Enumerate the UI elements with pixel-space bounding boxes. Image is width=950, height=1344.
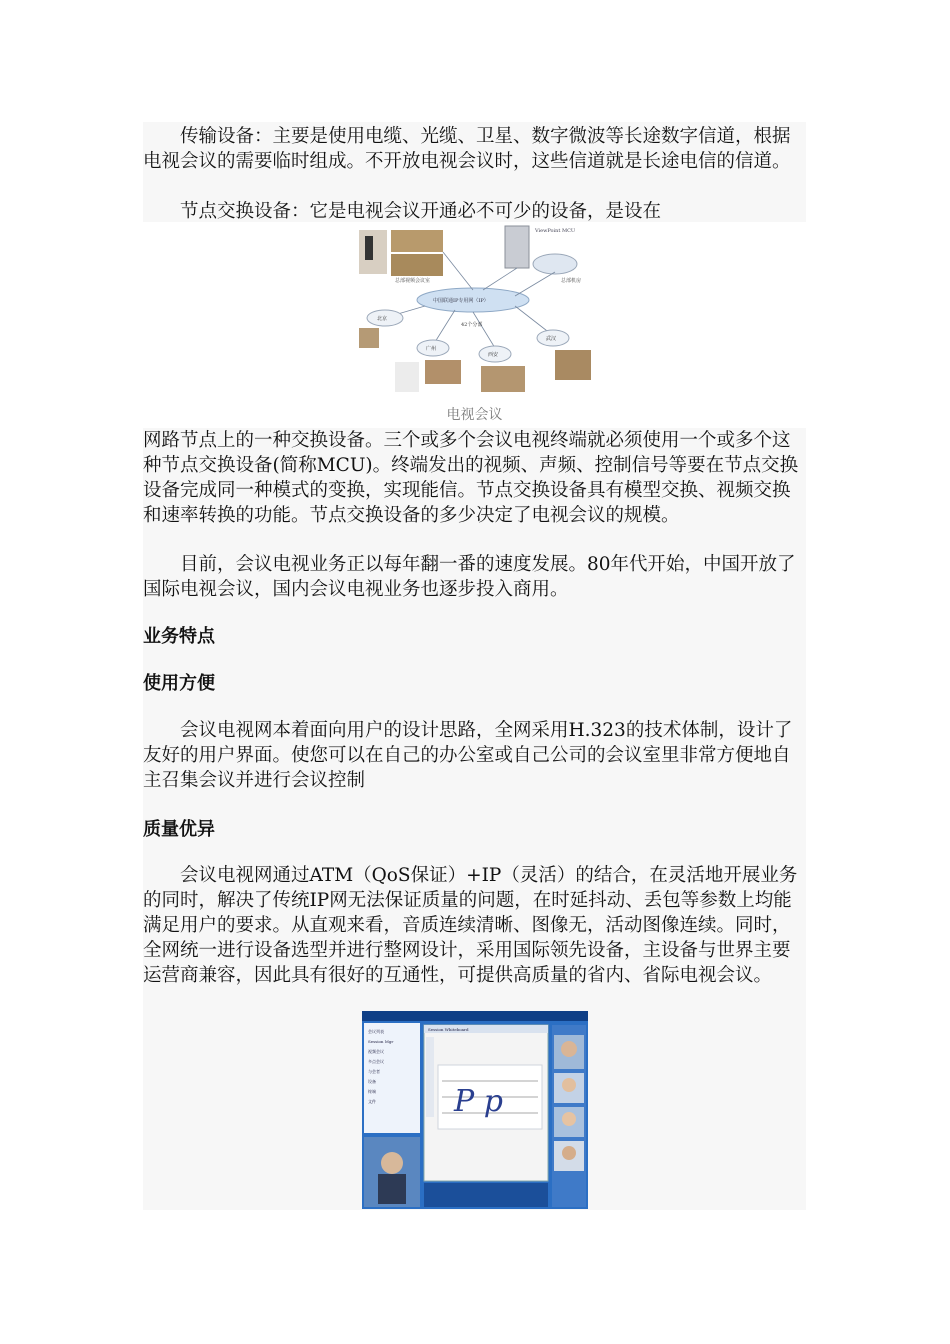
svg-text:终端: 终端	[368, 1089, 376, 1094]
room-photo-wuhan	[555, 350, 591, 380]
paragraph-current-status: 目前，会议电视业务正以每年翻一番的速度发展。80年代开始，中国开放了国际电视会议，国内会议电视业务也逐步投入商用。	[143, 554, 796, 600]
figure-caption: 电视会议	[446, 407, 503, 423]
chat-panel	[424, 1183, 548, 1207]
cloud-right-icon	[533, 254, 577, 274]
window-title-bar	[362, 1011, 588, 1021]
speaker-face	[381, 1152, 403, 1174]
mcu-label: ViewPoint MCU	[535, 228, 576, 234]
svg-text:多点会议: 多点会议	[368, 1059, 384, 1064]
heading-quality: 质量优异	[143, 819, 215, 840]
svg-text:视频会议: 视频会议	[368, 1049, 384, 1054]
paragraph-node-switch-start: 节点交换设备：它是电视会议开通必不可少的设备，是设在	[180, 201, 662, 222]
svg-text:与会者: 与会者	[368, 1069, 380, 1074]
mcu-server-icon	[505, 226, 529, 268]
room-photo-north	[359, 328, 379, 348]
handwriting-text: P p	[454, 1084, 503, 1119]
paragraph-quality: 会议电视网通过ATM（QoS保证）+IP（灵活）的结合，在灵活地开展业务的同时，解决了传统IP网无法保证质量的问题，在时延抖动、丢包等参数上均能满足用户的要求。从直观来看，音质连续清晰、图像无，活动图像连续。同时，全网统一进行设备选型并进行整网设计，采用国际领先设备，主设备与世界主要运营商兼容，因此具有很好的互通性，可提供高质量的省内、省际电视会议。	[143, 865, 798, 986]
drawing-tools	[426, 1037, 434, 1117]
left-room-label: 总部视频会议室	[395, 278, 431, 284]
network-diagram	[355, 224, 595, 398]
branch-count-label: 42个分部	[461, 322, 483, 328]
right-room-label: 总部机房	[561, 278, 582, 284]
main-cloud-label: 中国联通IP专用网（IP）	[433, 298, 489, 304]
svg-text:文件: 文件	[368, 1099, 376, 1104]
presenter-figure	[365, 236, 373, 260]
paragraph-transmission: 传输设备：主要是使用电缆、光缆、卫星、数字微波等长途数字信道，根据电视会议的需要临时组成。不开放电视会议时，这些信道就是长途电信的信道。	[143, 126, 791, 172]
room-photo-xian	[481, 366, 525, 392]
north-label: 北京	[377, 316, 388, 322]
videoconf-screenshot	[362, 1011, 588, 1209]
room-photo-2	[391, 254, 443, 276]
speaker-body	[378, 1174, 406, 1204]
paragraph-node-switch-cont: 网路节点上的一种交换设备。三个或多个会议电视终端就必须使用一个或多个这种节点交换设备(简称MCU)。终端发出的视频、声频、控制信号等要在节点交换设备完成同一种模式的变换，实现能信。节点交换设备具有模型交换、视频交换和速率转换的功能。节点交换设备的多少决定了电视会议的规模。	[143, 430, 799, 526]
svg-text:会议列表: 会议列表	[368, 1029, 384, 1034]
room-photo-1	[391, 230, 443, 252]
room-photo-guangzhou	[425, 360, 461, 384]
paragraph-easy-to-use: 会议电视网本着面向用户的设计思路，全网采用H.323的技术体制，设计了友好的用户界面。使您可以在自己的办公室或自己公司的会议室里非常方便地自主召集会议并进行会议控制	[143, 720, 793, 791]
heading-easy-to-use: 使用方便	[143, 673, 215, 694]
meeting-desk-photo	[395, 362, 419, 392]
xian-label: 西安	[488, 352, 499, 358]
wuhan-label: 武汉	[546, 336, 557, 342]
network-diagram-figure	[355, 224, 595, 398]
svg-text:Session Mgr: Session Mgr	[368, 1039, 394, 1044]
whiteboard-title: Session Whiteboard	[428, 1027, 469, 1032]
videoconf-software-figure	[362, 1011, 588, 1209]
guangzhou-label: 广州	[426, 346, 437, 352]
heading-business-features: 业务特点	[143, 626, 215, 647]
svg-text:设备: 设备	[368, 1079, 376, 1084]
participant-thumbnails	[554, 1035, 584, 1171]
